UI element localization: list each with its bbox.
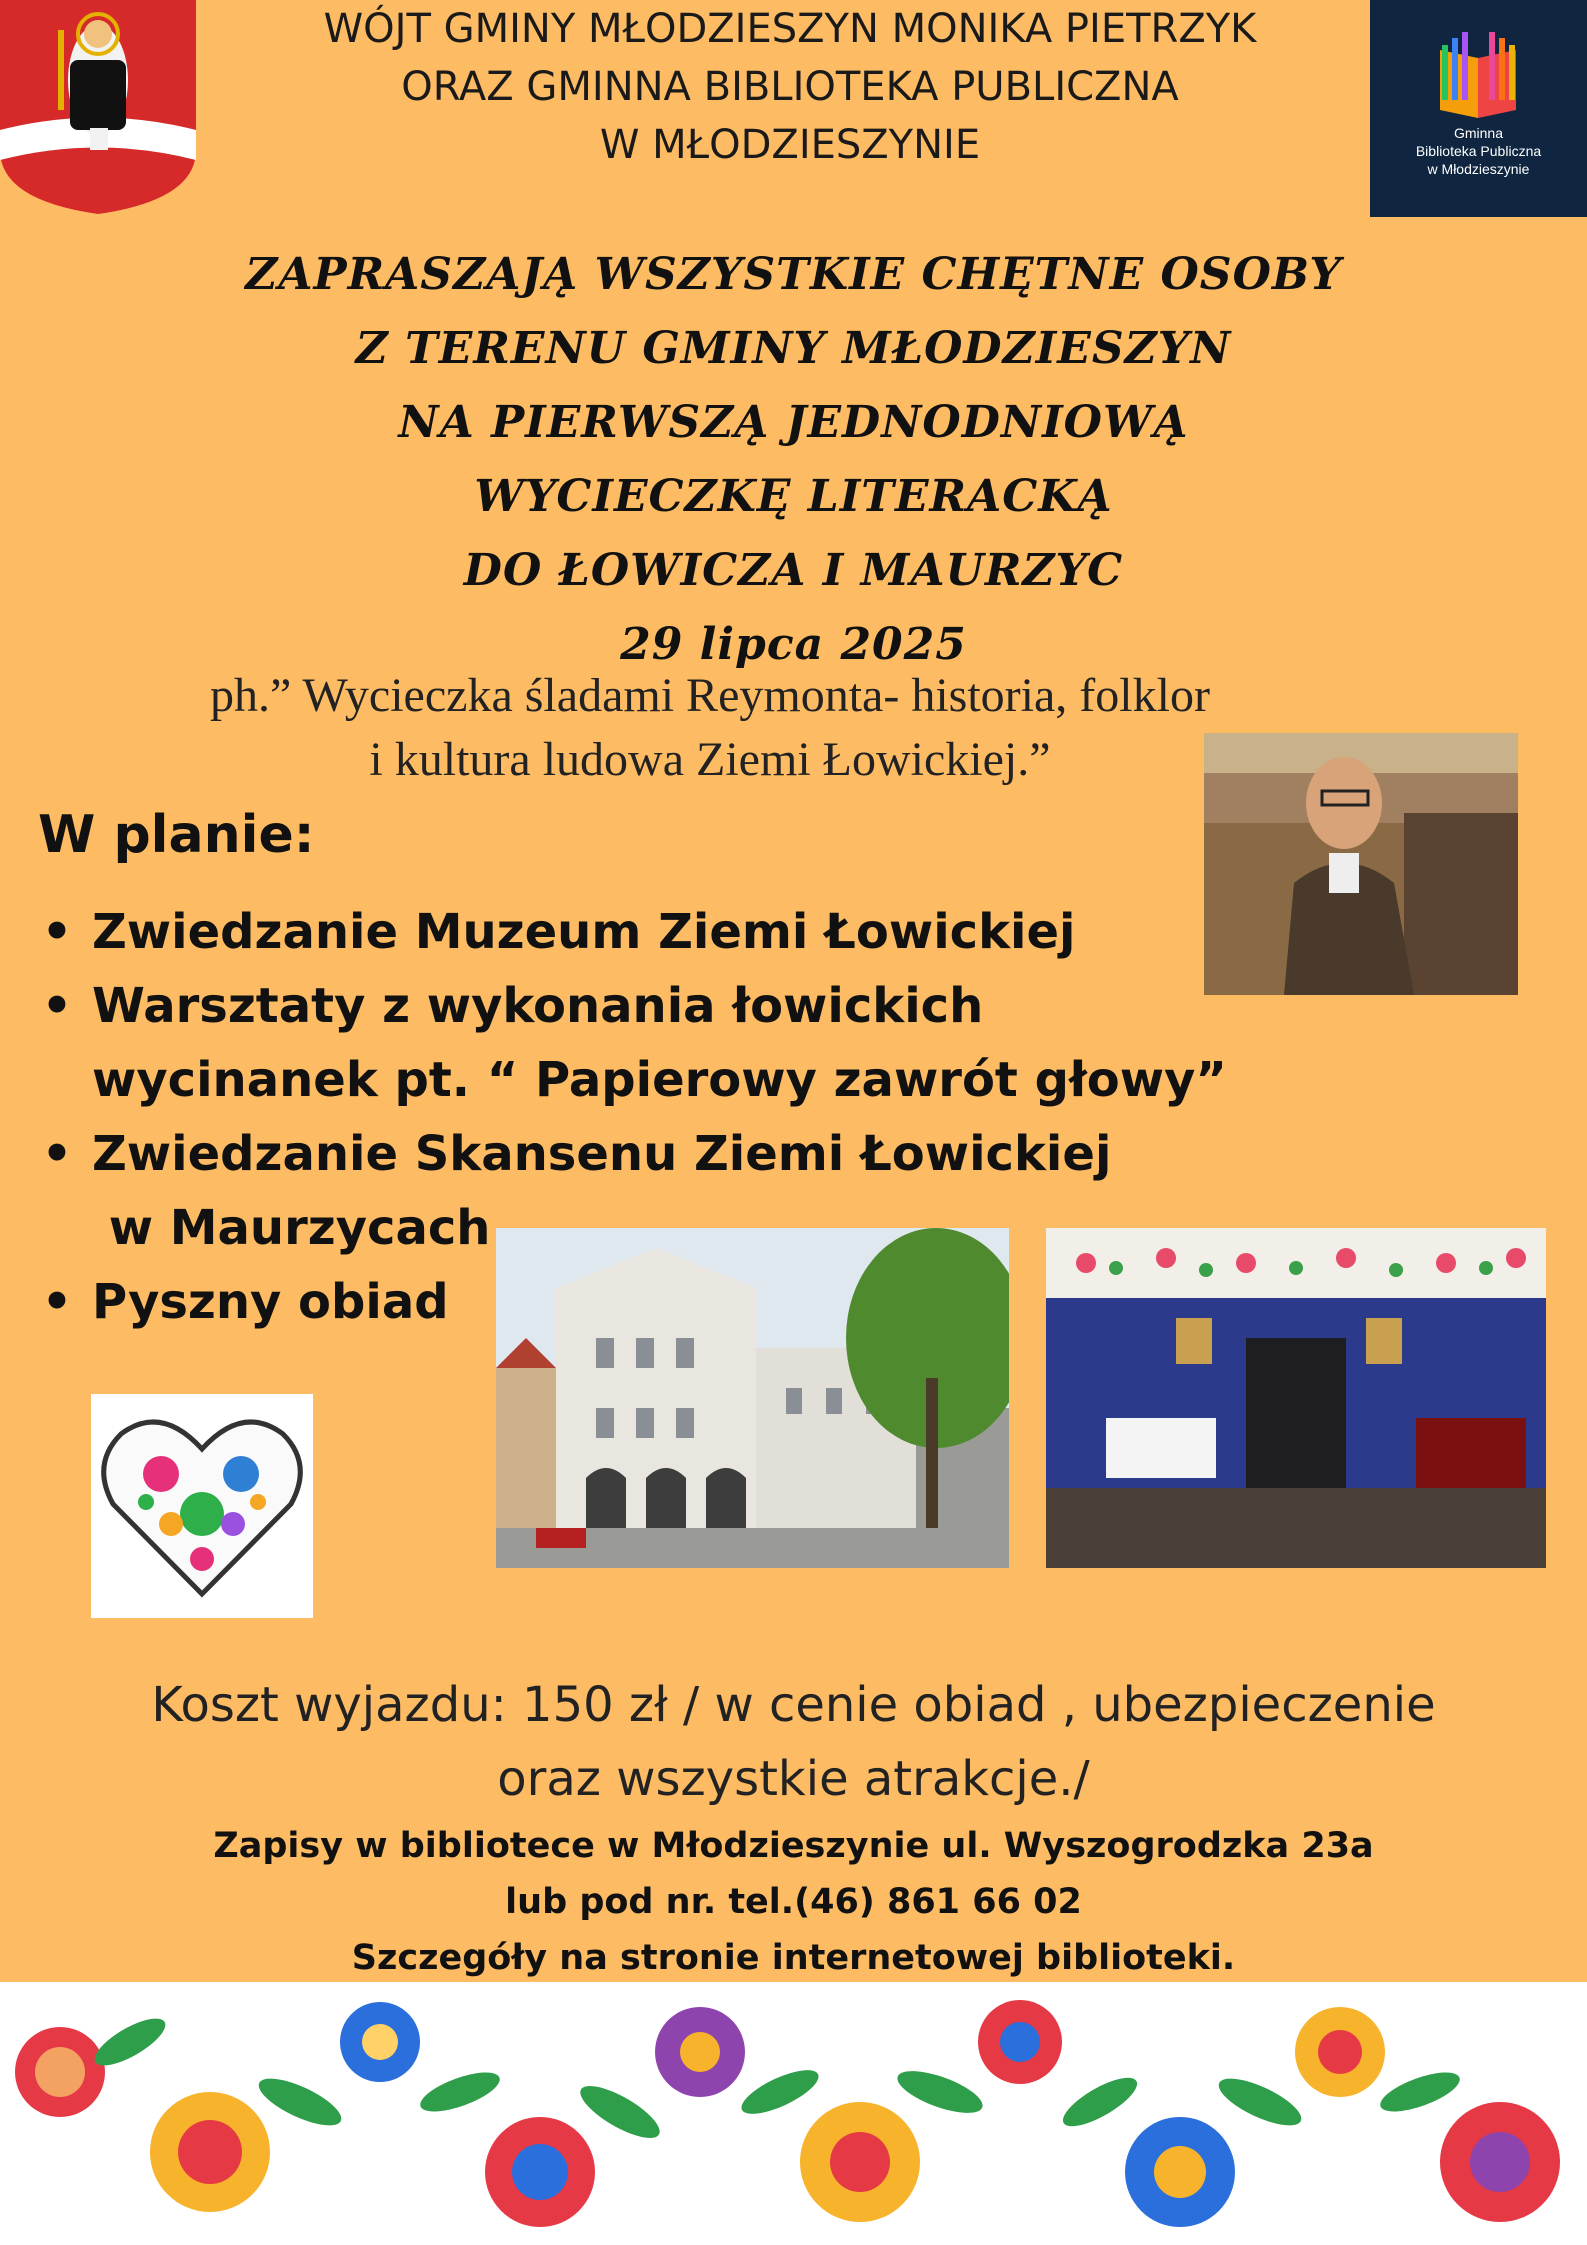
bullet: • [41, 904, 73, 960]
subtitle-line: i kultura ludowa Ziemi Łowickiej.” [369, 733, 1051, 786]
invitation-line: ZAPRASZAJĄ WSZYSTKIE CHĘTNE OSOBY [245, 249, 1342, 300]
trip-subtitle [60, 664, 1360, 792]
invitation-line: Z TERENU GMINY MŁODZIESZYN [355, 323, 1232, 374]
header-text [260, 0, 1320, 174]
header-line: WÓJT GMINY MŁODZIESZYN MONIKA PIETRZYK [323, 6, 1257, 52]
plan-item-text: Warsztaty z wykonania łowickich [92, 978, 984, 1034]
lowicz-museum-photo [496, 1228, 1009, 1568]
bullet: • [41, 1274, 73, 1330]
invitation-line: WYCIECZKĘ LITERACKĄ [474, 471, 1113, 522]
library-logo [1370, 0, 1587, 217]
logo-line: Gminna [1453, 125, 1504, 141]
bullet: • [41, 978, 73, 1034]
skansen-interior-photo [1046, 1228, 1546, 1568]
folk-floral-border [0, 1982, 1587, 2245]
trip-cost [100, 1668, 1487, 1816]
plan-item-continuation: wycinanek pt. “ Papierowy zawrót głowy” [92, 1052, 1227, 1108]
header-line: W MŁODZIESZYNIE [599, 122, 981, 168]
invitation-headline [160, 238, 1427, 682]
plan-item-continuation: w Maurzycach [92, 1200, 491, 1256]
plan-item-text: Zwiedzanie Skansenu Ziemi Łowickiej [92, 1126, 1112, 1182]
header-line: ORAZ GMINNA BIBLIOTEKA PUBLICZNA [401, 64, 1179, 110]
reymont-portrait-image [1204, 733, 1518, 995]
cost-line: Koszt wyjazdu: 150 zł / w cenie obiad , ubezpieczenie [151, 1677, 1436, 1733]
invitation-line: DO ŁOWICZA I MAURZYC [463, 545, 1124, 596]
signup-info [100, 1818, 1487, 1986]
logo-line: w Młodzieszynie [1427, 161, 1530, 177]
plan-item-text: Zwiedzanie Muzeum Ziemi Łowickiej [92, 904, 1076, 960]
cost-line: oraz wszystkie atrakcje./ [497, 1751, 1090, 1807]
signup-line: Zapisy w bibliotece w Młodzieszynie ul. Wyszogrodzka 23a [213, 1826, 1374, 1866]
coat-of-arms-image [0, 0, 196, 214]
signup-line: Szczegóły na stronie internetowej biblioteki. [351, 1938, 1236, 1978]
paper-cut-heart-image [91, 1394, 313, 1618]
plan-heading: W planie: [38, 805, 315, 865]
bullet: • [41, 1126, 73, 1182]
signup-phone: lub pod nr. tel.(46) 861 66 02 [505, 1882, 1082, 1922]
book-rainbow-icon [1370, 0, 1587, 124]
subtitle-line: ph.” Wycieczka śladami Reymonta- historia, folklor [210, 669, 1210, 722]
plan-item-text: Pyszny obiad [92, 1274, 449, 1330]
trip-date: 29 lipca 2025 [620, 619, 967, 670]
invitation-line: NA PIERWSZĄ JEDNODNIOWĄ [398, 397, 1189, 448]
logo-line: Biblioteka Publiczna [1415, 143, 1542, 159]
